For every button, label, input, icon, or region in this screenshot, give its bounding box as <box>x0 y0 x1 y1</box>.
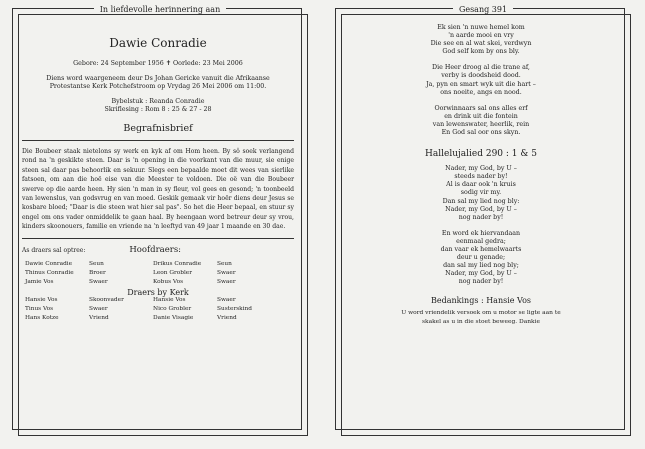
divider <box>22 238 294 239</box>
dates: Gebore: 24 September 1956 ✝ Oorlede: 23 Mei 2006 <box>73 60 243 67</box>
table-row: Hansie Vos Skoonvader Hansie Vos Swaer <box>25 296 236 303</box>
bearers-table <box>22 261 239 288</box>
thanks-note: U word vriendelik versoek om u motor se ligte aan te skakel as u in die stoet beweeg. Dankie <box>401 310 561 325</box>
hymn2-verse: En word ek hiervandaan eenmaal gedra; dan vaar ek hemelwaarts deur u genade; dan sal my lied nog bly; Nader, my God, by U – nog nader by! <box>440 229 522 286</box>
hymn2-verse: Nader, my God, by U – steeds nader by! Al is daar ook 'n kruis sodig vir my. Dan sal my lied nog bly: Nader, my God, by U – nog nader by! <box>442 165 520 221</box>
obituary-text: Die Boubeer staak nietelons sy werk en kyk af om Hom heen. By sô soek verlangend rond na 'n geskikte steen. Daar is 'n opening in die voorkant van die muur, sie enige steen sal daar pas behoorlik en sekuur. Slegs een bepaalde moet dit wees van sierlike fatsoen, om aan die hoë eise van die Meester te voldoen. Die oë van die Boubeer swerve op die aarde heen. Hy sien 'n man in sy fleur, vol gees en gesond; 'n toonbeeld van lewenslus, van godsvrug en van moed. Geskik gemaak vir hoër diens deur Jesus se kosbare bloed; "Daar is die steen wat hier sal pas". So het die Heer bepaal, en stuur sy engel om ons vader onmiddelik te gaan haal. By heengaan word betreur deur sy vrou, kinders skoonouers, familie en vriende na 'n leeftyd van 49 jaar 1 maande en 30 dae. <box>22 147 294 231</box>
church-bearers-title: Draers by Kerk <box>127 287 189 297</box>
hymn1-verse: Ek sien 'n nuwe hemel kom 'n aarde mooi en vry Die see en al wat skei, verdwyn God self kom by ons bly. <box>430 24 532 56</box>
right-page <box>335 5 631 436</box>
obituary-title: Begrafnisbrief <box>123 122 193 134</box>
service-info: Diens word waargeneem deur Ds Johan Gericke vanuit die Afrikaanse Protestantse Kerk Potchefstroom op Vrydag 26 Mei 2006 om 11:00. <box>46 74 270 91</box>
memorial-header: In liefdevolle herinnering aan <box>12 5 308 14</box>
readings: Bybelstuk : Reanda Conradie Skriflesing : Rom 8 : 25 & 27 - 28 <box>104 97 212 114</box>
bearers-heading: As draers sal optree: Hoofdraers: <box>22 244 182 255</box>
church-bearers-table <box>22 297 255 324</box>
thanks-title: Bedankings : Hansie Vos <box>430 296 532 306</box>
table-row: Hans Kotze Vriend Danie Visagie Vriend <box>25 314 237 321</box>
hymn1-title: Gesang 391 <box>335 5 631 14</box>
left-page <box>12 5 308 436</box>
table-row: Thinus Conradie Broer Leon Grobler Swaer <box>25 269 236 276</box>
hymn1-verse: Die Heer droog al die trane af, verby is doodsheid dood. Ja, pyn en smart wyk uit die hart – ons noeite, angs en nood. <box>426 64 536 96</box>
table-row: Tinus Vos Swaer Nico Grobler Susterskind <box>25 305 252 312</box>
divider <box>22 140 294 141</box>
cross-icon: ✝ <box>165 60 173 67</box>
table-row: Dawie Conradie Seun Drikus Conradie Seun <box>25 260 232 267</box>
table-row: Jamie Vos Swaer Kobus Vos Swaer <box>25 278 236 285</box>
hymn2-title: Hallelujalied 290 : 1 & 5 <box>425 149 537 160</box>
deceased-name: Dawie Conradie <box>109 36 207 50</box>
hymn1-verse: Oorwinnaars sal ons alles erf en drink uit die fontein van lewenswater, heerlik, rein En God sal oor ons skyn. <box>432 104 530 137</box>
